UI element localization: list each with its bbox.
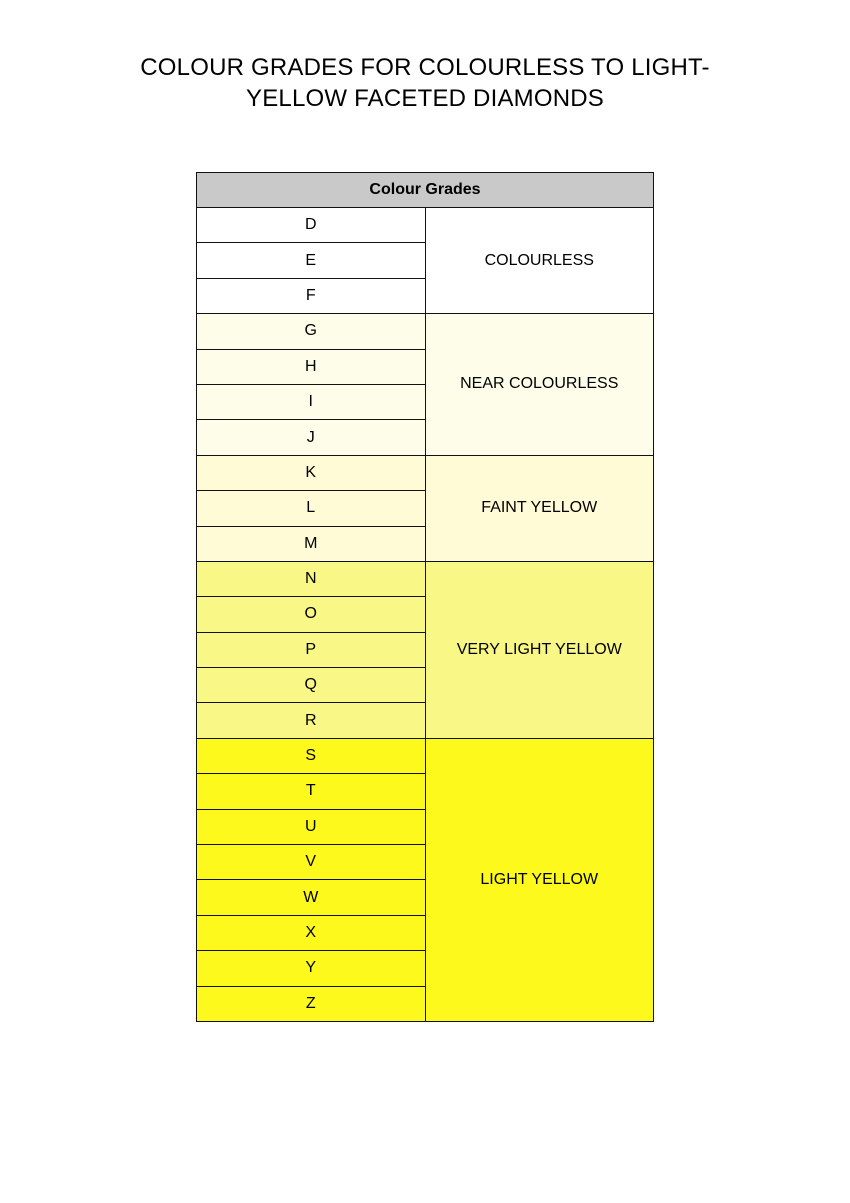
grade-cell: L (197, 491, 426, 526)
grade-cell: K (197, 455, 426, 490)
grade-cell: P (197, 632, 426, 667)
grade-cell: H (197, 349, 426, 384)
grade-cell: T (197, 774, 426, 809)
grade-cell: I (197, 384, 426, 419)
grade-cell: J (197, 420, 426, 455)
grade-group-cell: LIGHT YELLOW (425, 738, 654, 1021)
grade-group-cell: VERY LIGHT YELLOW (425, 561, 654, 738)
grade-cell: V (197, 845, 426, 880)
table-row (197, 455, 654, 490)
grade-cell: M (197, 526, 426, 561)
grade-cell: D (197, 208, 426, 243)
grade-cell: E (197, 243, 426, 278)
grade-group-cell: NEAR COLOURLESS (425, 314, 654, 456)
grade-cell: R (197, 703, 426, 738)
grade-cell: W (197, 880, 426, 915)
grade-cell: N (197, 561, 426, 596)
grade-group-cell: FAINT YELLOW (425, 455, 654, 561)
page-title-line-2: YELLOW FACETED DIAMONDS (246, 85, 604, 112)
table-row (197, 561, 654, 596)
table-row (197, 208, 654, 243)
grade-group-cell: COLOURLESS (425, 208, 654, 314)
page-title (100, 52, 750, 114)
grade-cell: Y (197, 951, 426, 986)
table-header: Colour Grades (197, 173, 654, 208)
grade-cell: O (197, 597, 426, 632)
page-title-line-1: COLOUR GRADES FOR COLOURLESS TO LIGHT- (140, 54, 710, 81)
table-row (197, 314, 654, 349)
grade-cell: G (197, 314, 426, 349)
grade-cell: Z (197, 986, 426, 1021)
grade-cell: F (197, 278, 426, 313)
grade-cell: Q (197, 668, 426, 703)
colour-grades-table (196, 172, 654, 1022)
grade-cell: S (197, 738, 426, 773)
table-header-row (197, 173, 654, 208)
table-row (197, 738, 654, 773)
grade-cell: X (197, 915, 426, 950)
grade-cell: U (197, 809, 426, 844)
